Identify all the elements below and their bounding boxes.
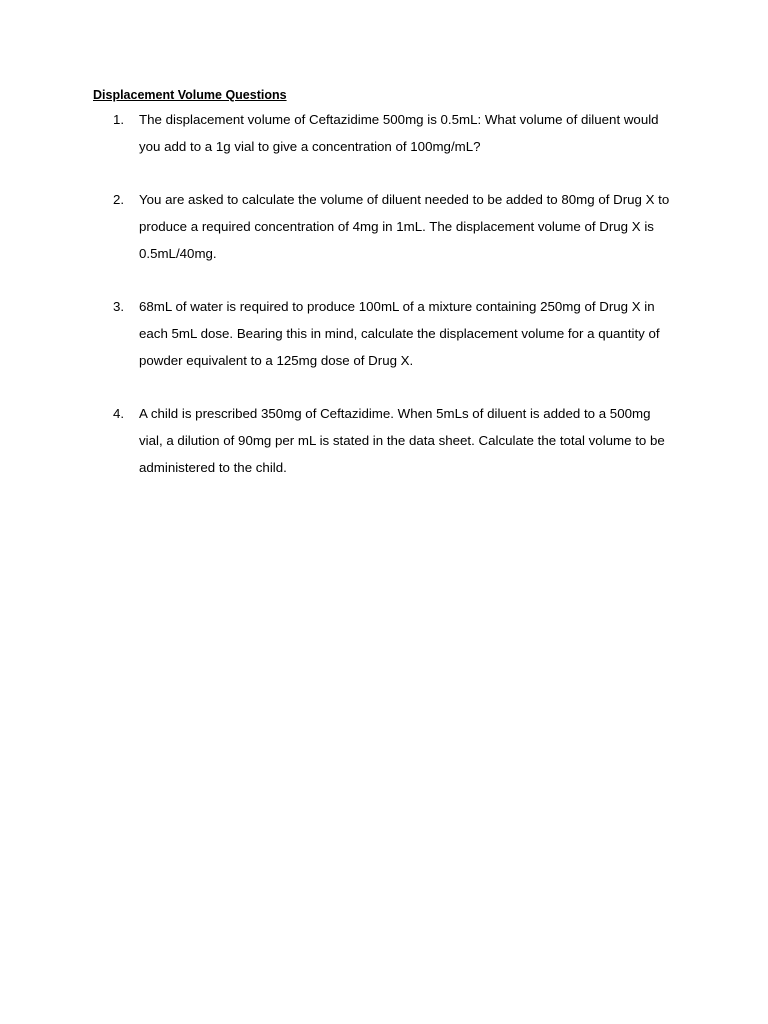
question-item — [113, 401, 673, 481]
question-item — [113, 187, 673, 267]
question-item — [113, 107, 673, 161]
question-text: The displacement volume of Ceftazidime 500mg is 0.5mL: What volume of diluent would you add to a 1g vial to give a concentration of 100mg/mL? — [139, 112, 659, 154]
question-text: You are asked to calculate the volume of diluent needed to be added to 80mg of Drug X to produce a required concentration of 4mg in 1mL. The displacement volume of Drug X is 0.5mL/40mg. — [139, 192, 670, 261]
question-item — [113, 294, 673, 374]
question-number: 2. — [113, 192, 125, 207]
question-number: 4. — [113, 406, 125, 421]
question-text: A child is prescribed 350mg of Ceftazidime. When 5mLs of diluent is added to a 500mg vial, a dilution of 90mg per mL is stated in the data sheet. Calculate the total volume to be administered to the child. — [139, 406, 665, 475]
question-number: 1. — [113, 112, 125, 127]
question-number: 3. — [113, 299, 125, 314]
document-heading: Displacement Volume Questions — [93, 88, 287, 102]
question-text: 68mL of water is required to produce 100mL of a mixture containing 250mg of Drug X in each 5mL dose. Bearing this in mind, calculate the displacement volume for a quantity of powder equivalent to a 125mg dose of Drug X. — [139, 299, 660, 368]
